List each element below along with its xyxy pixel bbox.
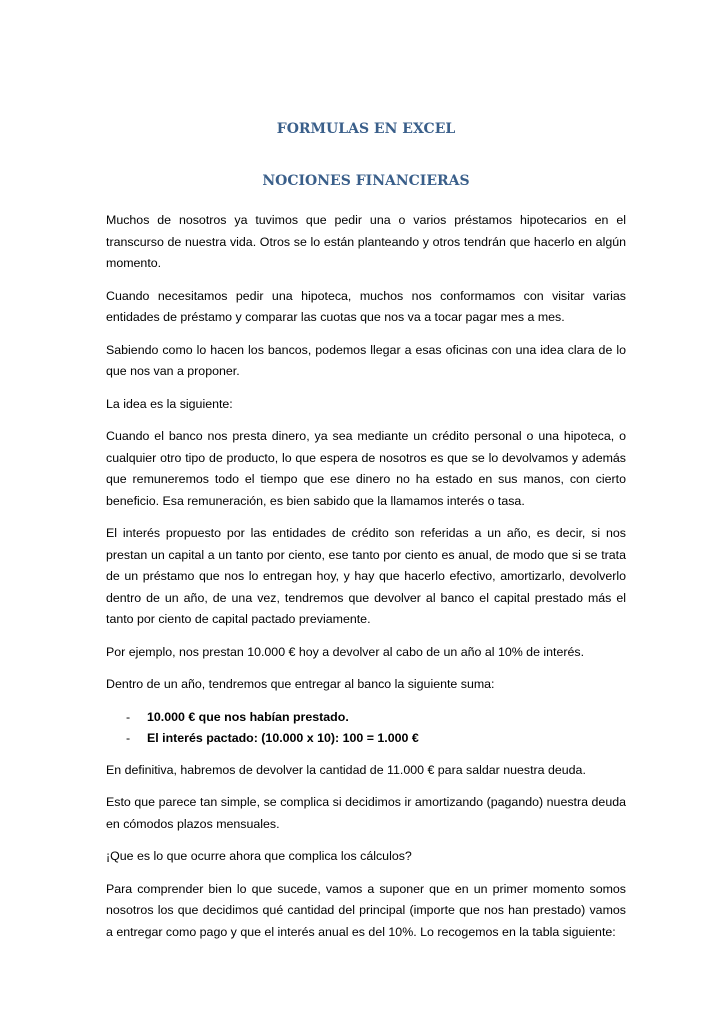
- paragraph: El interés propuesto por las entidades de crédito son referidas a un año, es decir, si nos prestan un capital a un tanto por ciento, ese tanto por ciento es anual, de modo que si se trata de un préstamo que nos lo entregan hoy, y hay que hacerlo efectivo, amortizarlo, devolverlo dentro de un año, de una vez, tendremos que devolver al banco el capital prestado más el tanto por ciento de capital pactado previamente.: [106, 526, 626, 626]
- paragraph: Cuando necesitamos pedir una hipoteca, muchos nos conformamos con visitar varias entidades de préstamo y comparar las cuotas que nos va a tocar pagar mes a mes.: [106, 288, 626, 324]
- document-subtitle: NOCIONES FINANCIERAS: [262, 173, 470, 189]
- paragraph: Para comprender bien lo que sucede, vamos a suponer que en un primer momento somos nosotros los que decidimos qué cantidad del principal (importe que nos han prestado) vamos a entregar como pago y que el interés anual es del 10%. Lo recogemos en la tabla siguiente:: [106, 881, 626, 939]
- paragraph: Sabiendo como lo hacen los bancos, podemos llegar a esas oficinas con una idea clara de lo que nos van a proponer.: [106, 342, 626, 378]
- paragraph: Por ejemplo, nos prestan 10.000 € hoy a devolver al cabo de un año al 10% de interés.: [106, 644, 585, 659]
- paragraph: Cuando el banco nos presta dinero, ya sea mediante un crédito personal o una hipoteca, o cualquier otro tipo de producto, lo que espera de nosotros es que se lo devolvamos y además que remuneremos todo el tiempo que ese dinero no ha estado en sus manos, con cierto beneficio. Esa remuneración, es bien sabido que la llamamos interés o tasa.: [106, 429, 626, 508]
- list-item: [106, 707, 626, 728]
- paragraph: Esto que parece tan simple, se complica si decidimos ir amortizando (pagando) nuestra deuda en cómodos plazos mensuales.: [106, 795, 626, 831]
- list-marker: -: [126, 730, 131, 745]
- paragraph: En definitiva, habremos de devolver la cantidad de 11.000 € para saldar nuestra deuda.: [106, 762, 586, 777]
- paragraph: La idea es la siguiente:: [106, 396, 233, 411]
- document-body: [106, 118, 626, 954]
- list-item-text: 10.000 € que nos habían prestado.: [147, 709, 349, 724]
- list-marker: -: [126, 709, 131, 724]
- paragraph: ¡Que es lo que ocurre ahora que complica los cálculos?: [106, 849, 412, 863]
- list-item: [106, 728, 626, 749]
- list-item-text: El interés pactado: (10.000 x 10): 100 = 1.000 €: [147, 730, 419, 745]
- bullet-list: [106, 707, 626, 749]
- paragraph: Muchos de nosotros ya tuvimos que pedir una o varios préstamos hipotecarios en el transcurso de nuestra vida. Otros se lo están planteando y otros tendrán que hacerlo en algún momento.: [106, 213, 626, 270]
- document-title: FORMULAS EN EXCEL: [276, 121, 456, 137]
- paragraph: Dentro de un año, tendremos que entregar al banco la siguiente suma:: [106, 677, 495, 691]
